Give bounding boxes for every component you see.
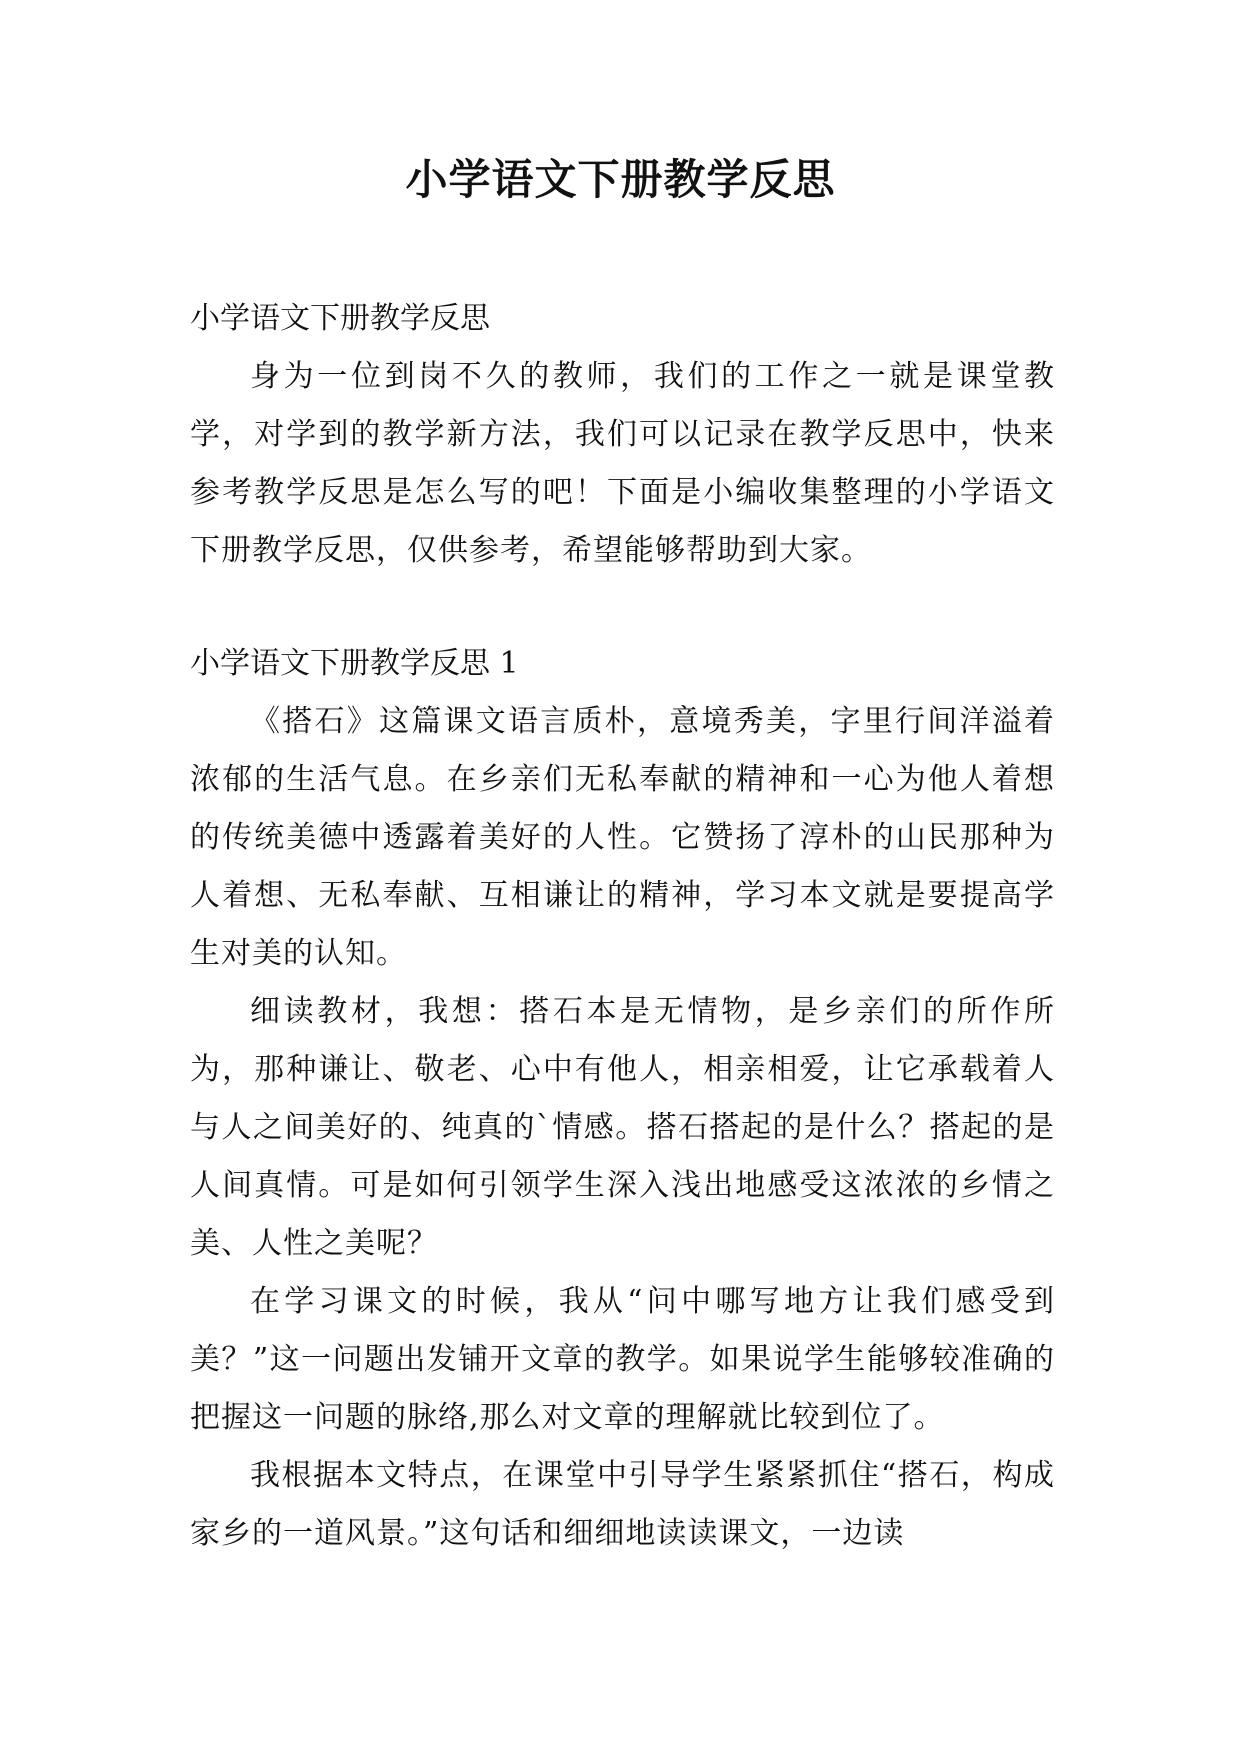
section1-paragraph-1: 《搭石》这篇课文语言质朴，意境秀美，字里行间洋溢着浓郁的生活气息。在乡亲们无私奉献的精神和一心为他人着想的传统美德中透露着美好的人性。它赞扬了淳朴的山民那种为人着想、无私奉献、互相谦让的精神，学习本文就是要提高学生对美的认知。 [190,704,1055,971]
document-title: 小学语文下册教学反思 [405,155,836,204]
document-body [190,290,1055,1563]
section1-paragraph-4: 我根据本文特点，在课堂中引导学生紧紧抓住“搭石，构成家乡的一道风景。”这句话和细细地读读课文，一边读 [190,1458,1055,1551]
intro-paragraph: 身为一位到岗不久的教师，我们的工作之一就是课堂教学，对学到的教学新方法，我们可以记录在教学反思中，快来参考教学反思是怎么写的吧！下面是小编收集整理的小学语文下册教学反思，仅供参考，希望能够帮助到大家。 [190,359,1055,568]
section1-paragraph-2: 细读教材，我想：搭石本是无情物，是乡亲们的所作所为，那种谦让、敬老、心中有他人，相亲相爱，让它承载着人与人之间美好的、纯真的`情感。搭石搭起的是什么？搭起的是人间真情。可是如何引领学生深入浅出地感受这浓浓的乡情之美、人性之美呢？ [190,994,1055,1261]
intro-heading: 小学语文下册教学反思 [190,301,490,336]
section-spacer [190,580,1055,635]
section1-heading: 小学语文下册教学反思 1 [190,646,519,681]
section1-paragraph-3: 在学习课文的时候，我从“问中哪写地方让我们感受到美？”这一问题出发铺开文章的教学。如果说学生能够较准确的把握这一问题的脉络,那么对文章的理解就比较到位了。 [190,1284,1055,1435]
